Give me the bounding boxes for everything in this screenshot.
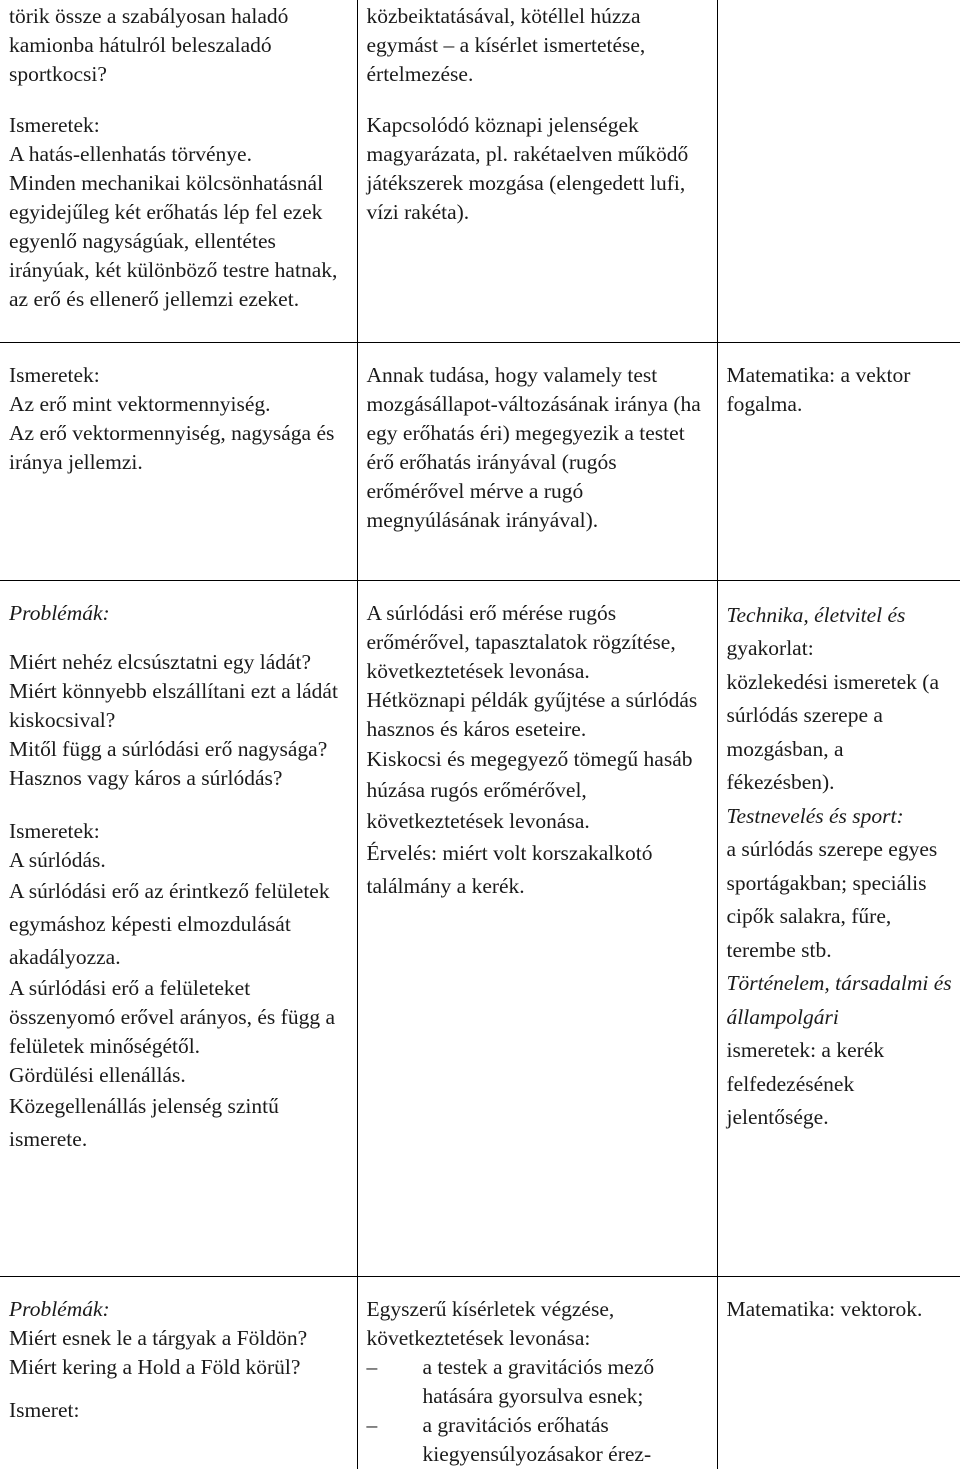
activity-text: Kiskocsi és megegyező tömegű hasáb húzása rugós erőmérővel, következtetések levonása. [366, 746, 693, 833]
friction-text: A súrlódási erő a felületeket összenyomó erővel arányos, és függ a felületek minőségétől. [9, 975, 335, 1058]
connection-cell [717, 0, 960, 342]
friction-text: Közegellenállás jelenség szintű ismerete. [9, 1093, 279, 1151]
dash-list-item [367, 1411, 709, 1469]
activity-cell [357, 580, 717, 1276]
problems-label: Problémák: [9, 600, 110, 625]
activity-text: A súrlódási erő mérése rugós erőmérővel, tapasztalatok rögzítése, következtetések levonása. [366, 600, 676, 683]
problems-label: Problémák: [9, 1296, 110, 1321]
connection-cell [717, 342, 960, 580]
law-title: A hatás-ellenhatás törvénye. [9, 142, 252, 166]
problem-question: Miért nehéz elcsúsztatni egy ládát? [9, 649, 312, 674]
problem-question: Hasznos vagy káros a súrlódás? [9, 765, 283, 790]
daily-phenomena-text: Kapcsolódó köznapi jelenségek magyarázata, pl. rakétaelven működő játékszerek mozgása (elengedett lufi, vízi rakéta). [366, 113, 689, 224]
knowledge-label: Ismeretek: [9, 113, 100, 137]
technology-label-2: gyakorlat: [726, 636, 814, 660]
experiment-intro: Egyszerű kísérletek végzése, következtetések levonása: [366, 1296, 615, 1350]
vector-title: Az erő mint vektormennyiség. [9, 391, 271, 416]
law-text: Minden mechanikai kölcsönhatásnál egyidejűleg két erőhatás lép fel ezek egyenlő nagyságúak, ellentétes irányúak, két különböző testre hatnak, az erő és ellenerő jellemzi ezeket. [9, 171, 338, 311]
activity-text: Hétköznapi példák gyűjtése a súrlódás hasznos és káros eseteire. [366, 687, 698, 741]
knowledge-label: Ismeretek: [9, 362, 100, 387]
table-row [0, 0, 960, 342]
knowledge-label: Ismeretek: [9, 818, 100, 843]
dash-item-text: a gravitációs erőhatás kiegyensúlyozásakor érez- [422, 1412, 652, 1466]
topic-cell [0, 342, 357, 580]
problem-question: törik össze a szabályosan haladó kamionba hátulról beleszaladó sportkocsi? [9, 4, 289, 86]
dash-marker: – [366, 1354, 378, 1379]
problem-question: Mitől függ a súrlódási erő nagysága? [9, 736, 328, 761]
knowledge-label: Ismeret: [9, 1397, 80, 1422]
math-connection: Matematika: a vektor fogalma. [726, 362, 911, 416]
dash-list-item [367, 1353, 709, 1411]
table-row [0, 1276, 960, 1469]
technology-text: közlekedési ismeretek (a súrlódás szerepe a mozgásban, a fékezésben). [726, 669, 940, 794]
activity-cell [357, 0, 717, 342]
technology-label: Technika, életvitel és [726, 602, 906, 627]
activity-text: Érvelés: miért volt korszakalkotó találmány a kerék. [366, 840, 653, 898]
pe-label: Testnevelés és sport: [726, 803, 904, 828]
history-label: Történelem, társadalmi és állampolgári [726, 971, 952, 1029]
direction-text: Annak tudása, hogy valamely test mozgásállapot-változásának iránya (ha egy erőhatás éri) megegyezik a testet érő erőhatás irányával (rugós erőmérővel mérve a rugó megnyúlásának irányával). [366, 362, 701, 532]
vector-text: Az erő vektormennyiség, nagysága és iránya jellemzi. [9, 420, 335, 474]
table-row [0, 580, 960, 1276]
connection-cell [717, 580, 960, 1276]
dash-marker: – [366, 1412, 378, 1437]
connection-cell [717, 1276, 960, 1469]
topic-cell [0, 1276, 357, 1469]
topic-cell [0, 580, 357, 1276]
dash-item-text: a testek a gravitációs mező hatására gyorsulva esnek; [422, 1354, 655, 1408]
math-connection: Matematika: vektorok. [726, 1296, 923, 1321]
activity-cell [357, 342, 717, 580]
pe-text: a súrlódás szerepe egyes sportágakban; speciális cipők salakra, fűre, terembe stb. [726, 837, 938, 962]
problem-question: Miért könnyebb elszállítani ezt a ládát kiskocsival? [9, 678, 338, 732]
history-text: ismeretek: a kerék felfedezésének jelentősége. [726, 1038, 885, 1129]
topic-cell [0, 0, 357, 342]
experiment-text: közbeiktatásával, kötéllel húzza egymást – a kísérlet ismertetése, értelmezése. [366, 4, 646, 86]
activity-cell [357, 1276, 717, 1469]
friction-text: Gördülési ellenállás. [9, 1062, 186, 1087]
table-row [0, 342, 960, 580]
friction-title: A súrlódás. [9, 847, 106, 872]
friction-text: A súrlódási erő az érintkező felületek egymáshoz képesti elmozdulását akadályozza. [9, 878, 330, 969]
problem-question: Miért esnek le a tárgyak a Földön? Miért kering a Hold a Föld körül? [9, 1325, 308, 1379]
